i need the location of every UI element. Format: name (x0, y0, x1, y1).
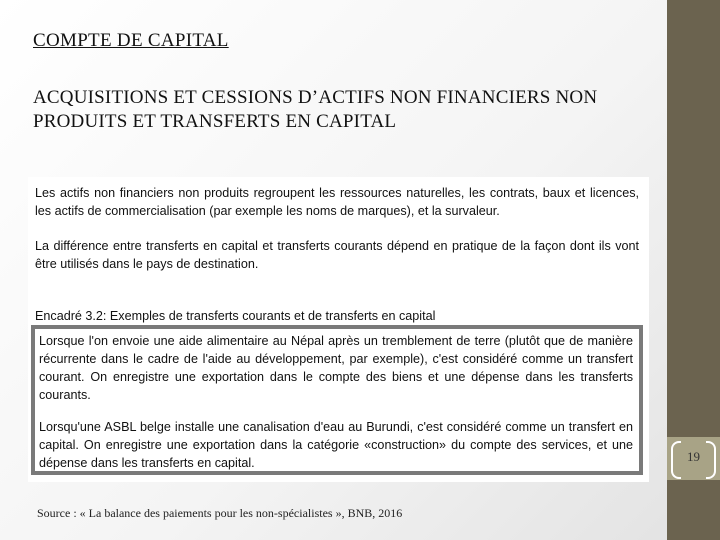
box-title: Encadré 3.2: Exemples de transferts courants et de transferts en capital (35, 308, 635, 326)
box-paragraph: Lorsqu'une ASBL belge installe une canalisation d'eau au Burundi, c'est considéré comme un transfert en capital. On enregistre une exportation dans la catégorie «construction» du compte des services, et une dépense dans les transferts en capital. (39, 420, 633, 470)
example-box (31, 325, 643, 475)
slide-subtitle: ACQUISITIONS ET CESSIONS D’ACTIFS NON FINANCIERS NON PRODUITS ET TRANSFERTS EN CAPITAL (33, 87, 598, 132)
excerpt-image (28, 177, 649, 482)
excerpt-paragraph: Les actifs non financiers non produits regroupent les ressources naturelles, les contrats, baux et licences, les actifs de commercialisation (par exemple les noms de marques), et la survaleur. (35, 186, 639, 218)
box-paragraph: Lorsque l'on envoie une aide alimentaire au Népal après un tremblement de terre (plutôt que de manière récurrente dans le cadre de l'aide au développement, par exemple), c'est considéré comme un transfert courant. On enregistre une exportation dans le compte des biens et une dépense dans les transferts courants. (39, 334, 633, 402)
excerpt-paragraph: La différence entre transferts en capital et transferts courants dépend en pratique de la façon dont ils vont être utilisés dans le pays de destination. (35, 239, 639, 271)
page-number: 19 (687, 449, 700, 464)
source-citation: Source : « La balance des paiements pour les non-spécialistes », BNB, 2016 (37, 506, 403, 520)
page-number-box (667, 437, 720, 480)
slide-title: COMPTE DE CAPITAL (33, 30, 229, 51)
